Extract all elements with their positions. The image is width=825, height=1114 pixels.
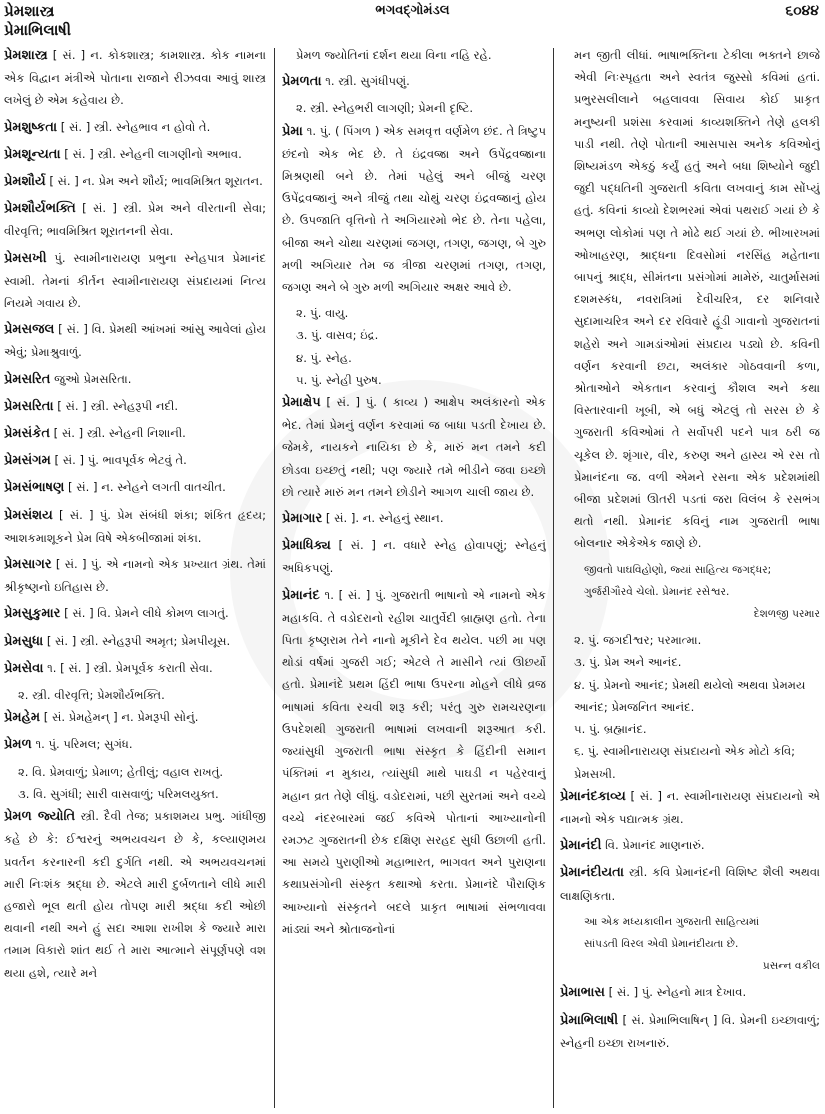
definition: [ સં. પ્રેમાભિલાષિન્ ] વિ. પ્રેમની ઇચ્છાવાળું; સ્નેહની ઇચ્છા રાખનારું. xyxy=(560,1012,820,1050)
headword: પ્રેમસખી xyxy=(4,250,47,266)
sub-sense: ૪. પું. પ્રેમનો આનંદ; પ્રેમથી થયેલો અથવા પ્રેમમય આનંદ; પ્રેમજનિત આનંદ. xyxy=(574,677,806,714)
definition: [ સં. ] સ્ત્રી. સ્નેહરૂપી નદી. xyxy=(57,398,179,413)
dictionary-entry xyxy=(4,116,266,139)
guide-word-last: પ્રેમાભિલાષી xyxy=(4,21,72,39)
dictionary-entry xyxy=(4,247,266,315)
dictionary-entry xyxy=(4,504,266,549)
definition: વિ. પ્રેમાનંદ માણનારું. xyxy=(605,838,705,853)
definition: [ સં. ] ન. સ્નેહને લગતી વાતચીત. xyxy=(68,480,226,495)
dictionary-entry xyxy=(4,395,266,418)
definition: [ સં. ] પું. ( કાવ્ય ) આક્ષેપ અલંકારનો એક ભેદ. તેમાં પ્રેમનું વર્ણન કરવામાં જ બાધા પડતી દેખાય છે. જેમકે, નાયકને નાયિકા છે કે, મારું મન તમને કદી છોડવા ઇચ્છતું નથી; પણ જ્યારે તમે ભીડીને જવા ઇચ્છો છો ત્યારે મારું મન તમને છોડીને આગળ ચાલી જાય છે. xyxy=(282,395,546,499)
column-left xyxy=(4,44,266,1114)
dictionary-body xyxy=(0,44,825,1114)
definition: સ્ત્રી. દૈવી તેજ; પ્રકાશમય પ્રભુ. ગાંધીજી કહે છે કે: ઈશ્વરનું અભયવચન છે કે, કલ્યાણમય પ્રવર્તન કરનારની કદી દુર્ગતિ નથી. એ અભયવચનમાં મારી નિઃશંક શ્રદ્ધા છે. એટલે મારી દુર્બળતાને લીધે મારી હજારો ભૂલ થતી હોય તોપણ મારી શ્રદ્ધા કદી ઓછી થવાની નથી અને હું સદા આશા રાખીશ કે જ્યારે મારા તમામ વિકારો શાંત થઈ તે મારા આત્માને સંપૂર્ણપણે વશ થયા હશે, ત્યારે મને xyxy=(4,809,266,980)
dictionary-entry xyxy=(282,534,546,579)
dictionary-entry xyxy=(4,449,266,472)
quotation-attribution: પ્રસન્ન વકીલ xyxy=(762,960,820,973)
column-middle xyxy=(282,44,546,1114)
definition: ૧. પું. ( પિંગળ ) એક સમવૃત્ત વર્ણમેળ છંદ. તે ત્રિષ્ટુપ છંદનો એક ભેદ છે. તે ઇંદ્રવજ્રા અને ઉપેંદ્રવજ્રાના મિશ્રણથી બને છે. તેમાં પહેલું અને બીજું ચરણ ઉપેંદ્રવજ્રાનું અને ત્રીજું તથા ચોથું ચરણ ઇંદ્રવજ્રાનું હોય છે. ઉપજાતિ વૃત્તિનો તે અગિયારમો ભેદ છે. તેના પહેલા, બીજા અને ચોથા ચરણમાં જગણ, તગણ, જગણ, બે ગુરુ મળી અગિયાર તેમ જ ત્રીજા ચરણમાં તગણ, તગણ, જગણ અને બે ગુરુ મળી અગિયાર અક્ષર આવે છે. xyxy=(282,123,546,295)
definition: [ સં. ] ન. વધારે સ્નેહ હોવાપણું; સ્નેહનું અધિકપણું. xyxy=(282,538,546,576)
definition: [ સં. ] ન. પ્રેમ અને શૌર્ય; ભાવમિશ્રિત શૂરાતન. xyxy=(49,174,263,189)
dictionary-entry xyxy=(4,197,266,242)
definition: [ સં. ] સ્ત્રી. સ્નેહની લાગણીનો અભાવ. xyxy=(64,146,242,161)
headword: પ્રેમસરિત xyxy=(4,371,51,387)
dictionary-entry xyxy=(4,602,266,625)
sub-sense: ૪. પું. સ્નેહ. xyxy=(296,350,352,365)
sub-sense: ૨. વિ. પ્રેમવાળું; પ્રેમાળ; હેતીલું; વહાલ રાખતું. xyxy=(18,764,224,779)
dictionary-entry xyxy=(282,44,546,66)
definition: મન જીતી લીધાં. ભાષાભક્તિના ટેકીલા ભક્તને છાજે એવી નિઃસ્પૃહતા અને સ્વતંત્ર જુસ્સો કવિમાં હતાં. પ્રભુરસલીલાને બહલાવવા સિવાય કોઈ પ્રાકૃત મનુષ્યની પ્રશંસા કરવામાં કાવ્યશક્તિને તેણે હલકી પાડી નથી. તેણે પોતાની આસપાસ અનેક કવિઓનું શિષ્યમંડળ એકઠું કર્યું હતું અને બધા શિષ્યોને જુદી જુદી પદ્ધતિની ગુજરાતી કવિતા લખવાનું કામ સોંપ્યું હતું. કવિનાં કાવ્યો દેશભરમાં એવાં પથરાઈ ગયાં છે કે અભણ લોકોમાં પણ તે મોઢે થઈ ગયાં છે. ભીખારખમાં ઓખાહરણ, શ્રાદ્ધના દિવસોમાં નરસિંહ મહેતાના બાપનું શ્રાદ્ધ, સીમંતના પ્રસંગોમાં મામેરું, ચાતુર્માસમાં દશમસ્કંધ, નવરાત્રિમાં દેવીચરિત્ર, દર શનિવારે સુદામાચરિત્ર અને દર રવિવારે હૂંડી ગાવાનો ગુજરાતનાં શહેરો અને ગામડાંઓમાં સંપ્રદાય પડ્યો છે. કવિની વર્ણન કરવાની છટા, અલંકાર ગોઠવવાની કળા, શ્રોતાઓને એકતાન કરવાનું કૌશલ અને કથા વિસ્તારવાની ખૂબી, એ બધું એટલું તો સરસ છે કે ગુજરાતી કવિઓમાં તે સર્વોપરી પદને પાત્ર ઠરી જ ચૂકેલ છે. શૃંગાર, વીર, કરુણ અને હાસ્ય એ રસ તો પ્રેમાનંદના જ. વળી એમને રસના એક પ્રદેશમાંથી બીજા પ્રદેશમાં ઊતરી પડતાં જરા વિલંબ કે રસભંગ થતો નથી. પ્રેમાનંદ કવિનું નામ ગુજરાતી ભાષા બોલનાર એકેએક જાણે છે. xyxy=(574,48,820,551)
definition: [ સં. પ્રેમહેમન્ ] ન. પ્રેમરૂપી સોનું. xyxy=(43,710,199,725)
dictionary-entry xyxy=(4,733,266,756)
book-title: ભગવદ્ગોમંડલ xyxy=(375,3,450,18)
column-right xyxy=(560,44,820,1114)
dictionary-entry xyxy=(4,805,266,984)
headword: પ્રેમસજલ xyxy=(4,322,55,338)
dictionary-entry xyxy=(4,553,266,598)
dictionary-entry xyxy=(4,657,266,680)
definition: ૧. [ સં. ] સ્ત્રી. પ્રેમપૂર્વક કરાતી સેવા. xyxy=(47,660,213,675)
sub-sense: ૨. પું. વાયુ. xyxy=(296,306,349,321)
sub-sense: ૨. સ્ત્રી. વીરવૃત્તિ; પ્રેમશૌર્યભક્તિ. xyxy=(18,688,165,703)
dictionary-entry xyxy=(560,785,820,830)
headword: પ્રેમાભિલાષી xyxy=(560,1012,619,1028)
definition: [ સં. ]. ન. સ્નેહનું સ્થાન. xyxy=(325,511,444,526)
sub-sense: ૩. પું. વાસવ; ઇંદ્ર. xyxy=(296,328,379,343)
dictionary-entry xyxy=(282,507,546,530)
dictionary-entry xyxy=(4,143,266,166)
page-header xyxy=(0,0,825,44)
headword: પ્રેમાનંદીયતા xyxy=(560,865,624,881)
headword: પ્રેમશૂન્યતા xyxy=(4,146,61,162)
definition: [ સં. ] ન. સ્વામીનારાયણ સંપ્રદાયનો એ નામનો એક પદ્યાત્મક ગ્રંથ. xyxy=(560,788,820,826)
definition: ૧. [ સં. ] પું. ગુજરાતી ભાષાનો એ નામનો એક મહાકવિ. તે વડોદરાનો રહીશ ચાતુર્વેદી બ્રાહ્મણ હતો. તેના પિતા કૃષ્ણરામ તેને નાનો મૂકીને દેવ થયેલ. પછી મા પણ થોડાં વર્ષમાં ગુજરી ગઈ; એટલે તે માસીને ત્યાં ઊછર્યો હતો. પ્રેમાનંદે પ્રથમ હિંદી ભાષા ઉપરના મોહને લીધે વ્રજ ભાષામાં કવિતા રચવી શરૂ કરી; પરંતુ ગુરુ રામચરણના ઉપદેશથી ગુજરાતી ભાષામાં લખવાની શરૂઆત કરી. જ્યાંસુધી ગુજરાતી ભાષા સંસ્કૃત કે હિંદીની સમાન પંક્તિમાં ન મુકાય, ત્યાંસુધી માથે પાઘડી ન પહેરવાનું મહાન વ્રત તેણે લીધું. વડોદરામાં, પછી સુરતમાં અને વચ્ચે વચ્ચે નંદરબારમાં જઈ કવિએ પોતાનાં આખ્યાનોની રમઝટ ગુજરાતની છેક દક્ષિણ સરહદ સુધી ઉછાળી હતી. આ સમયે પુરાણીઓ મહાભારત, ભાગવત અને પુરાણના કથાપ્રસંગોની સંસ્કૃત કથાઓ કરતા. પ્રેમાનંદે પૌરાણિક આખ્યાનો સંસ્કૃતને બદલે પ્રાકૃત ભાષામાં સંભળાવવા માંડ્યાં અને શ્રોતાજનોનાં xyxy=(282,587,546,936)
headword: પ્રેમસેવા xyxy=(4,660,44,676)
dictionary-entry xyxy=(560,834,820,857)
definition: ૧. પું. પરિમલ; સુગંધ. xyxy=(35,737,133,752)
sub-sense: ૩. પું. પ્રેમ અને આનંદ. xyxy=(574,655,682,670)
dictionary-entry xyxy=(560,981,820,1004)
headword: પ્રેમહેમ xyxy=(4,710,41,726)
definition: પું. સ્વામીનારાયણ પ્રભુના સ્નેહપાત્ર પ્રેમાનંદ સ્વામી. તેમનાં કીર્તન સ્વામીનારાયણ સંપ્રદાયમાં નિત્ય નિયમે ગવાય છે. xyxy=(4,250,266,311)
dictionary-entry xyxy=(282,391,546,503)
dictionary-entry xyxy=(560,1009,820,1054)
definition: [ સં. ] પું. એ નામનો એક પ્રખ્યાત ગ્રંથ. તેમાં શ્રીકૃષ્ણનો ઇતિહાસ છે. xyxy=(4,557,266,595)
definition: [ સં. ] સ્ત્રી. પ્રેમ અને વીરતાની સેવા; વીરવૃત્તિ; ભાવમિશ્રિત શૂરાતનની સેવા. xyxy=(4,201,266,239)
dictionary-entry xyxy=(4,476,266,499)
headword: પ્રેમશૌર્ય xyxy=(4,174,46,190)
headword: પ્રેમશાસ્ત્ર xyxy=(4,48,48,63)
headword: પ્રેમળતા xyxy=(282,74,322,90)
dictionary-entry xyxy=(560,861,820,906)
definition: સ્ત્રી. કવિ પ્રેમાનંદની વિશિષ્ટ શૈલી અથવા લાક્ષણિકતા. xyxy=(560,865,820,903)
dictionary-entry xyxy=(282,584,546,940)
dictionary-entry xyxy=(282,120,546,299)
page-number: ૬૦૪૪ xyxy=(785,3,819,19)
dictionary-entry xyxy=(4,44,266,112)
definition: ૧. સ્ત્રી. સુગંધીપણું. xyxy=(325,74,410,89)
definition: [ સં. ] સ્ત્રી. સ્નેહરૂપી અમૃત; પ્રેમપીયૂસ. xyxy=(46,633,231,648)
sub-sense: ૫. પું. સ્નેહી પુરુષ. xyxy=(296,372,382,387)
sub-sense: ૨. પું. જગદીશ્વર; પરમાત્મા. xyxy=(574,633,702,648)
guide-word-first: પ્રેમશાસ્ત્ર xyxy=(4,2,55,20)
headword: પ્રેમળ xyxy=(4,737,32,753)
quotation-line: સાંપડતી વિરલ એવી પ્રેમાનંદીયતા છે. xyxy=(584,937,739,950)
headword: પ્રેમસંકેત xyxy=(4,426,50,442)
definition: [ સં. ] પું. ભાવપૂર્વક ભેટવું તે. xyxy=(54,453,187,468)
dictionary-entry xyxy=(560,44,820,555)
sub-sense: ૬. પું. સ્વામીનારાયણ સંપ્રદાયનો એક મોટો કવિ; પ્રેમસખી. xyxy=(574,744,796,781)
headword: પ્રેમશુષ્કતા xyxy=(4,119,58,135)
headword: પ્રેમસરિતા xyxy=(4,398,54,414)
definition: [ સં. ] પું. પ્રેમ સંબંધી શંકા; શંકિત હૃદય; આશકમાશૂકને પ્રેમ વિષે એકબીજામાં શંકા. xyxy=(4,507,266,545)
dictionary-entry xyxy=(4,706,266,729)
sub-sense: ૫. પું. બ્રહ્માનંદ. xyxy=(574,722,647,737)
definition: [ સં. ] વિ. પ્રેમથી આંખમાં આંસુ આવેલાં હોય એવું; પ્રેમાશ્રુવાળું. xyxy=(4,322,266,360)
headword: પ્રેમળ જ્યોતિ xyxy=(4,809,76,825)
headword: પ્રેમસંગમ xyxy=(4,453,51,469)
headword: પ્રેમશૌર્યભક્તિ xyxy=(4,201,76,217)
definition: [ સં. ] પું. સ્નેહનો માત્ર દેખાવ. xyxy=(608,985,747,1000)
sub-sense: ૨. સ્ત્રી. સ્નેહભરી લાગણી; પ્રેમની દૃષ્ટિ. xyxy=(296,101,474,116)
definition: [ સં. ] સ્ત્રી. સ્નેહભાવ ન હોવો તે. xyxy=(60,119,211,134)
quotation-line: ગુર્જરીગૌરવે ચેલો. પ્રેમાનંદ રસેશ્વર. xyxy=(584,585,730,598)
dictionary-entry xyxy=(4,368,266,391)
headword: પ્રેમાગાર xyxy=(282,511,323,527)
sub-sense: ૩. વિ. સુગંધી; સારી વાસવાળું; પરિમલયુક્ત. xyxy=(18,786,219,801)
definition: [ સં. ] વિ. પ્રેમને લીધે કોમળ લાગતું. xyxy=(64,606,229,621)
headword: પ્રેમાનંદકાવ્ય xyxy=(560,788,626,804)
dictionary-entry xyxy=(282,70,546,93)
dictionary-entry xyxy=(4,170,266,193)
headword: પ્રેમાનંદ xyxy=(282,587,320,603)
headword: પ્રેમસાગર xyxy=(4,557,52,573)
definition: પ્રેમળ જ્યોતિનાં દર્શન થયા વિના નહિ રહે. xyxy=(296,48,492,62)
quotation-line: જીવતો પાઘવિહોણો, જ્યાં સાહિત્ય જગદ્ધર; xyxy=(584,563,772,576)
headword: પ્રેમાનંદી xyxy=(560,838,602,854)
dictionary-entry xyxy=(4,318,266,363)
definition: [ સં. ] સ્ત્રી. સ્નેહની નિશાની. xyxy=(53,426,186,441)
quotation-attribution: દેશળજી પરમાર xyxy=(753,608,820,621)
headword: પ્રેમસુધા xyxy=(4,633,44,649)
headword: પ્રેમસુકુમાર xyxy=(4,606,61,622)
headword: પ્રેમાભાસ xyxy=(560,985,605,1001)
headword: પ્રેમસંભાષણ xyxy=(4,480,65,496)
quotation-line: આ એક મધ્યકાલીન ગુજરાતી સાહિત્યમાં xyxy=(584,915,760,928)
headword: પ્રેમસંશય xyxy=(4,507,53,523)
dictionary-entry xyxy=(4,630,266,653)
dictionary-entry xyxy=(4,422,266,445)
headword: પ્રેમા xyxy=(282,123,303,139)
headword: પ્રેમાક્ષેપ xyxy=(282,395,321,411)
definition: જુઓ પ્રેમસરિતા. xyxy=(54,371,132,386)
definition: [ સં. ] ન. કોકશાસ્ત્ર; કામશાસ્ત્ર. કોક નામના એક વિદ્વાન મંત્રીએ પોતાના રાજાને રીઝવવા આવું શાસ્ત્ર લખેલું છે એમ કહેવાય છે. xyxy=(4,48,266,108)
headword: પ્રેમાધિક્ય xyxy=(282,538,331,554)
